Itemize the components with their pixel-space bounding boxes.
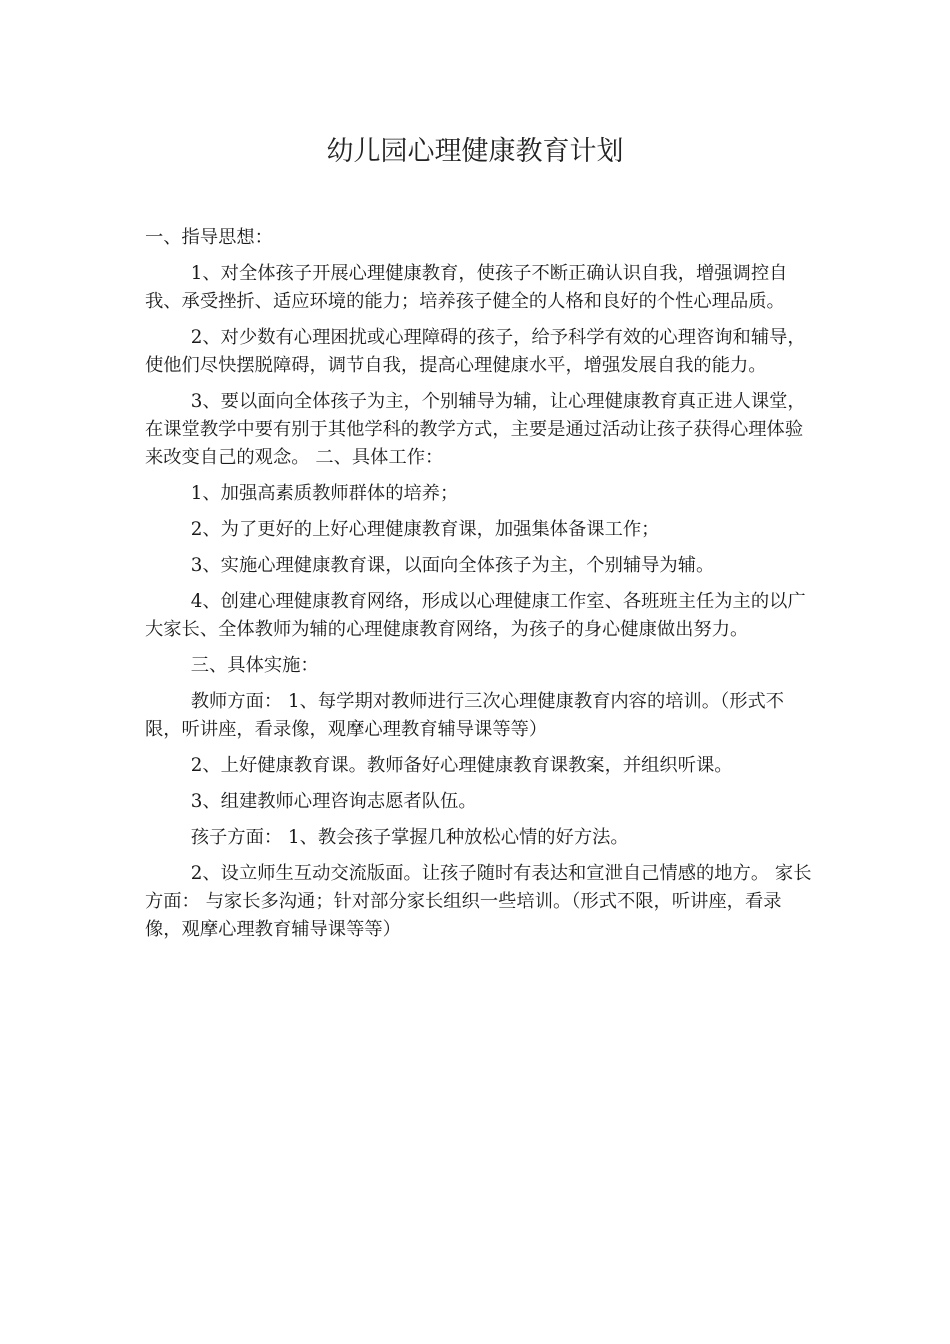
paragraph: 3、组建教师心理咨询志愿者队伍。 [190, 791, 477, 812]
section-heading-implementation: 三、具体实施： [190, 655, 319, 676]
paragraph: 1、加强高素质教师群体的培养； [190, 483, 459, 504]
paragraph: 教师方面： 1、每学期对教师进行三次心理健康教育内容的培训。（形式不限，听讲座，看录像，观摩心理教育辅导课等等） [145, 691, 785, 740]
section-heading-guiding-ideas: 一、指导思想： [145, 227, 273, 248]
paragraph: 孩子方面： 1、教会孩子掌握几种放松心情的好方法。 [190, 827, 629, 848]
document-title: 幼儿园心理健康教育计划 [326, 136, 624, 167]
paragraph: 2、设立师生互动交流版面。让孩子随时有表达和宣泄自己情感的地方。 家长方面： 与家长多沟通；针对部分家长组织一些培训。（形式不限，听讲座，看录像，观摩心理教育辅导课等等） [145, 863, 812, 940]
document-body [145, 224, 815, 952]
paragraph: 3、实施心理健康教育课，以面向全体孩子为主，个别辅导为辅。 [190, 555, 715, 576]
paragraph: 3、要以面向全体孩子为主，个别辅导为辅，让心理健康教育真正进人课堂，在课堂教学中要有别于其他学科的教学方式，主要是通过活动让孩子获得心理体验来改变自己的观念。 二、具体工作： [145, 391, 806, 468]
paragraph: 4、创建心理健康教育网络，形成以心理健康工作室、各班班主任为主的以广大家长、全体教师为辅的心理健康教育网络，为孩子的身心健康做出努力。 [145, 591, 806, 640]
paragraph: 2、对少数有心理困扰或心理障碍的孩子，给予科学有效的心理咨询和辅导，使他们尽快摆脱障碍，调节自我，提高心理健康水平，增强发展自我的能力。 [145, 327, 806, 376]
paragraph: 1、对全体孩子开展心理健康教育，使孩子不断正确认识自我，增强调控自我、承受挫折、适应环境的能力；培养孩子健全的人格和良好的个性心理品质。 [145, 263, 788, 312]
paragraph: 2、为了更好的上好心理健康教育课，加强集体备课工作； [190, 519, 660, 540]
paragraph: 2、上好健康教育课。教师备好心理健康教育课教案，并组织听课。 [190, 755, 733, 776]
